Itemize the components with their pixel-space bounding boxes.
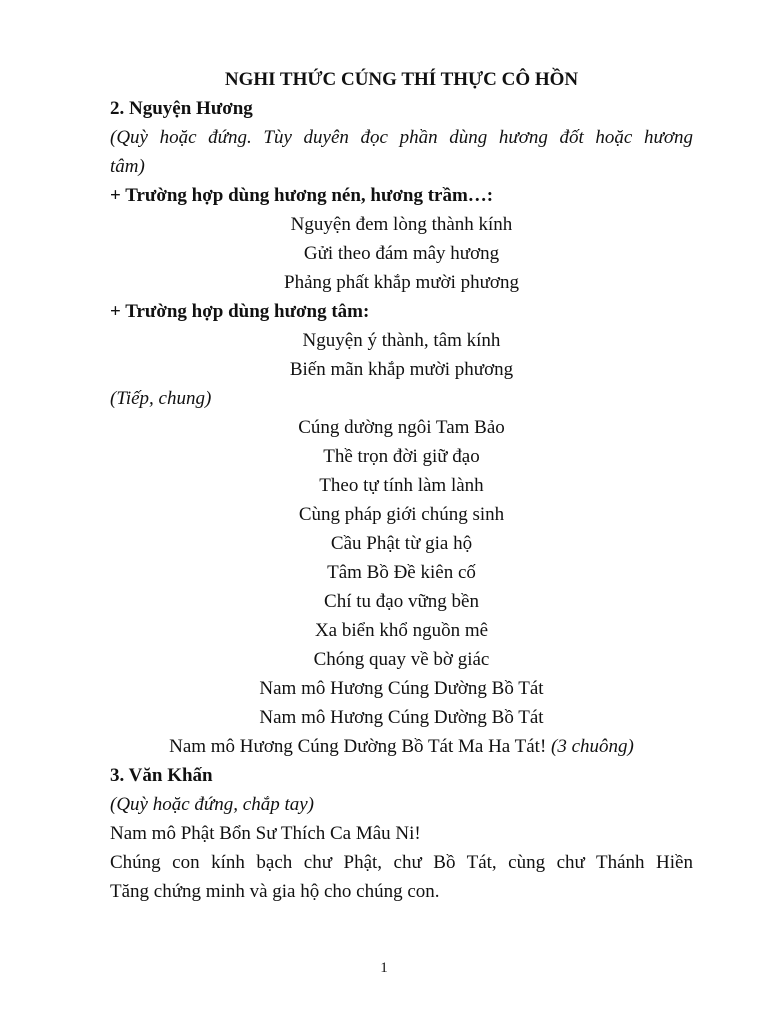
common-verse: Chí tu đạo vững bền xyxy=(324,591,479,612)
section-2-heading: 2. Nguyện Hương xyxy=(110,98,253,119)
case-2-verse: Nguyện ý thành, tâm kính xyxy=(302,330,501,351)
section-3-instruction: (Quỳ hoặc đứng, chắp tay) xyxy=(110,794,314,815)
common-verse: Chóng quay về bờ giác xyxy=(313,649,490,670)
common-verse: Nam mô Hương Cúng Dường Bồ Tát xyxy=(259,707,544,728)
common-verse: Cùng pháp giới chúng sinh xyxy=(298,504,505,525)
common-verse: Cầu Phật từ gia hộ xyxy=(330,533,473,554)
common-verse: Theo tự tính làm lành xyxy=(319,475,484,496)
continue-note: (Tiếp, chung) xyxy=(110,388,212,409)
document-title: NGHI THỨC CÚNG THÍ THỰC CÔ HỒN xyxy=(224,69,579,90)
section-3-heading: 3. Văn Khấn xyxy=(110,765,213,786)
common-verse: Cúng dường ngôi Tam Bảo xyxy=(298,417,505,438)
final-verse xyxy=(110,734,693,760)
case-2-verse: Biến mãn khắp mười phương xyxy=(289,359,514,380)
common-verse: Thề trọn đời giữ đạo xyxy=(323,446,480,467)
common-verse: Nam mô Hương Cúng Dường Bồ Tát xyxy=(259,678,544,699)
case-1-verse: Phảng phất khắp mười phương xyxy=(284,272,519,293)
bell-note: (3 chuông) xyxy=(546,736,634,757)
common-verse: Tâm Bồ Đề kiên cố xyxy=(327,562,476,583)
final-verse-text: Nam mô Hương Cúng Dường Bồ Tát Ma Ha Tát! xyxy=(169,736,547,757)
paragraph-line-2: Tăng chứng minh và gia hộ cho chúng con. xyxy=(110,881,440,902)
common-verse: Xa biển khổ nguồn mê xyxy=(314,620,489,641)
case-1-verse: Nguyện đem lòng thành kính xyxy=(290,214,513,235)
section-2-instruction-line-1: (Quỳ hoặc đứng. Tùy duyên đọc phần dùng hương đốt hoặc hương xyxy=(110,127,693,148)
paragraph-line-1: Chúng con kính bạch chư Phật, chư Bồ Tát, cùng chư Thánh Hiền xyxy=(110,852,693,873)
case-1-verse: Gửi theo đám mây hương xyxy=(303,243,500,264)
page-number: 1 xyxy=(380,960,388,976)
invocation: Nam mô Phật Bổn Sư Thích Ca Mâu Ni! xyxy=(110,823,421,844)
section-2-instruction-line-2: tâm) xyxy=(110,156,145,177)
case-2-heading: + Trường hợp dùng hương tâm: xyxy=(110,301,370,322)
case-1-heading: + Trường hợp dùng hương nén, hương trầm…: xyxy=(110,185,494,206)
